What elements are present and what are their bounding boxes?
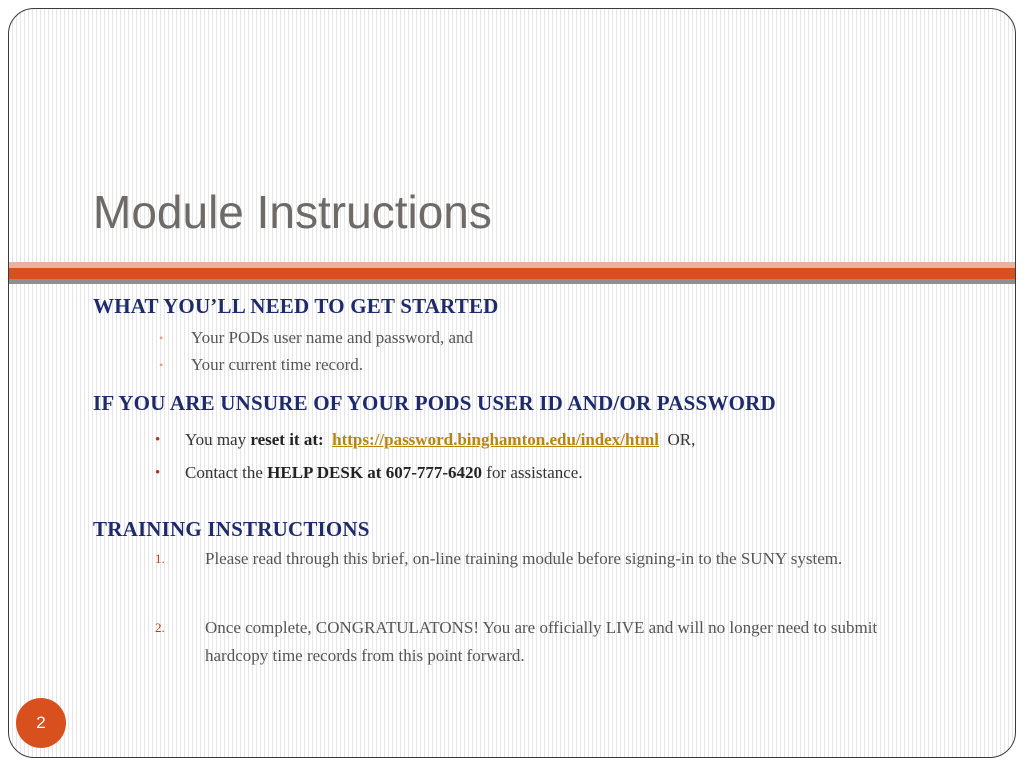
contact-suffix: for assistance. <box>486 463 583 482</box>
bullet-icon: • <box>159 358 164 372</box>
bullet-icon: • <box>155 432 161 448</box>
reset-bold: reset it at: <box>250 430 324 449</box>
page-number-badge: 2 <box>16 698 66 748</box>
reset-text <box>185 429 695 451</box>
reset-prefix: You may <box>185 430 247 449</box>
reset-suffix: OR, <box>667 430 696 449</box>
bullet-icon: • <box>159 331 164 345</box>
step-text: Once complete, CONGRATULATONS! You are officially LIVE and will no longer need to submit hardcopy time records from this point forward. <box>205 618 878 665</box>
contact-prefix: Contact the <box>185 463 263 482</box>
list-item-text: Your current time record. <box>191 355 364 374</box>
step-number: 2. <box>155 620 165 635</box>
title-divider-accent <box>9 268 1016 279</box>
password-reset-link[interactable]: https://password.binghamton.edu/index/html <box>332 430 660 449</box>
training-heading: TRAINING INSTRUCTIONS <box>93 517 370 541</box>
contact-text <box>185 462 583 484</box>
help-desk-phone: HELP DESK at 607-777-6420 <box>267 463 483 482</box>
slide-title: Module Instructions <box>93 186 492 238</box>
list-item-text: Your PODs user name and password, and <box>191 328 474 347</box>
bullet-icon: • <box>155 465 161 481</box>
unsure-heading: IF YOU ARE UNSURE OF YOUR PODS USER ID AND/OR PASSWORD <box>93 391 776 415</box>
needs-heading: WHAT YOU’LL NEED TO GET STARTED <box>93 294 499 318</box>
slide <box>8 8 1016 758</box>
title-divider-gray <box>9 279 1016 284</box>
step-text: Please read through this brief, on-line training module before signing-in to the SUNY system. <box>205 549 843 568</box>
step-number: 1. <box>155 551 165 566</box>
